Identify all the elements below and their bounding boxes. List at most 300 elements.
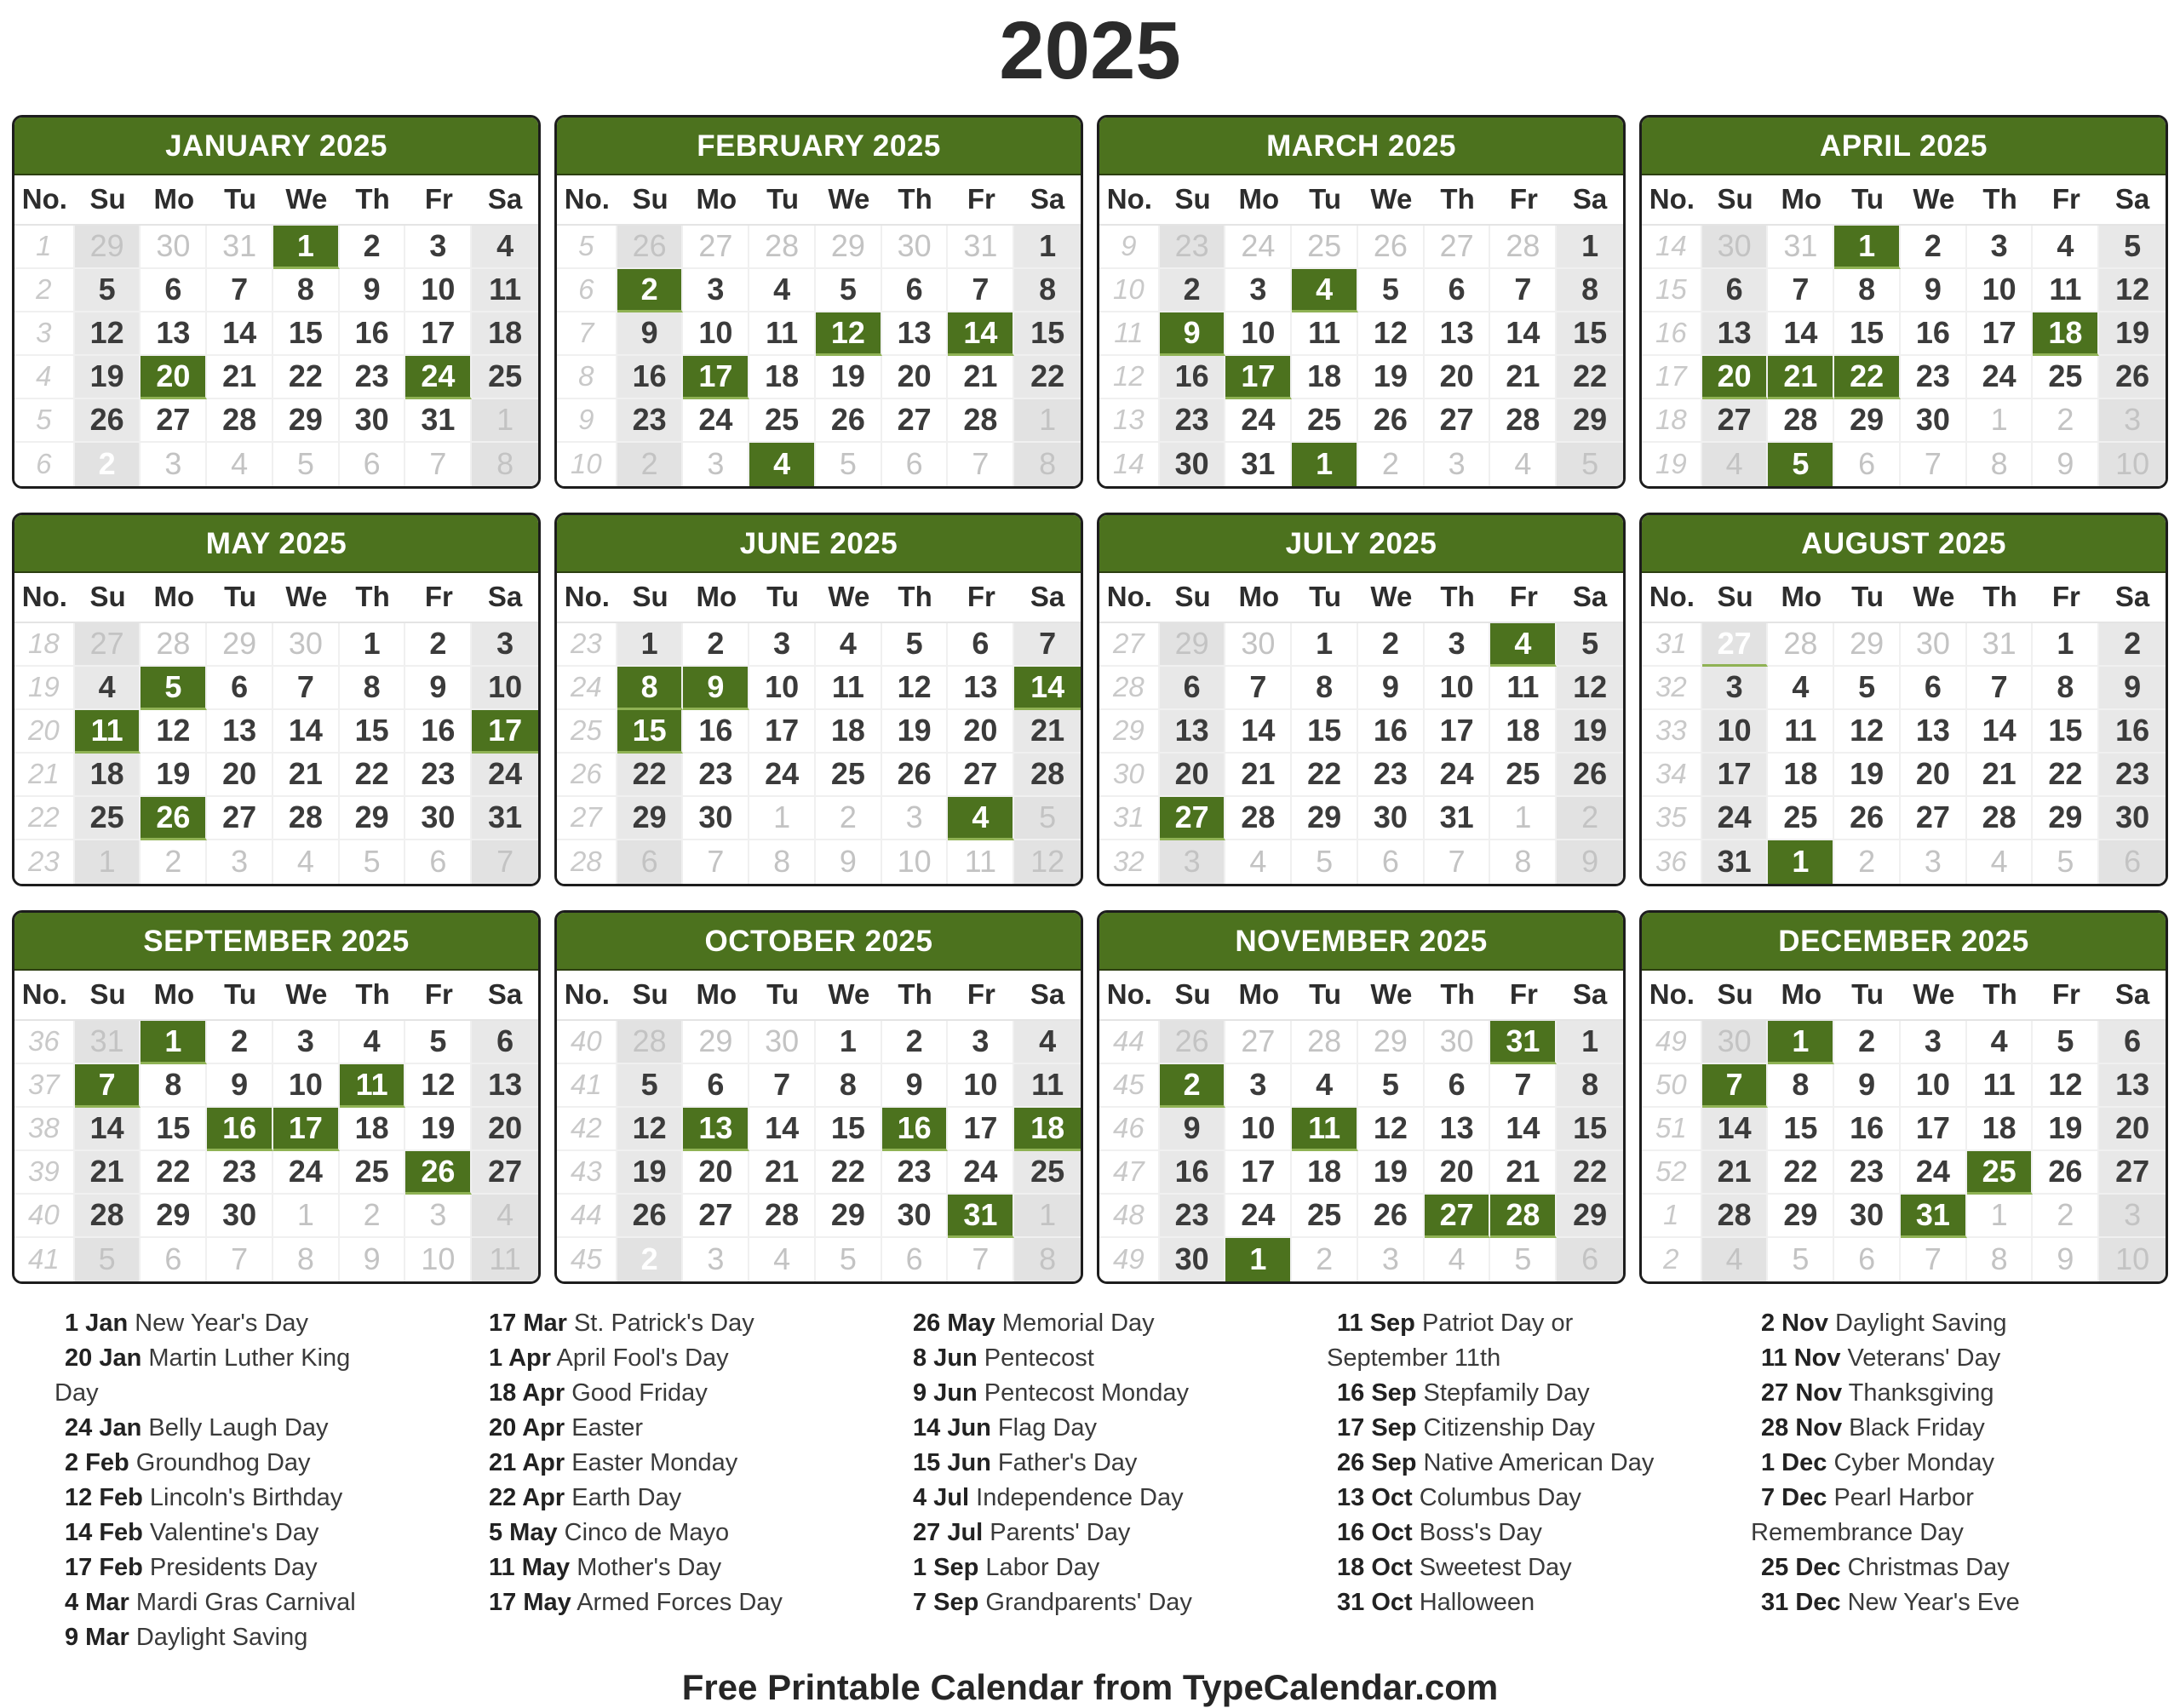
day-header-mo: Mo (683, 971, 749, 1021)
day-cell: 4 (1702, 1238, 1769, 1281)
holiday-date: 13 Oct (1337, 1483, 1413, 1511)
day-cell: 28 (1490, 399, 1557, 443)
day-cell: 19 (75, 356, 141, 399)
week-number: 19 (1642, 443, 1702, 486)
day-header-mo: Mo (1225, 175, 1292, 226)
week-row (1099, 710, 1623, 754)
day-cell: 6 (2099, 840, 2166, 884)
day-cell-holiday: 1 (1225, 1238, 1292, 1281)
holiday-date: 1 Jan (65, 1309, 129, 1337)
day-cell: 7 (472, 840, 538, 884)
holiday-entry: 26 May Memorial Day (913, 1309, 1155, 1337)
holiday-date: 11 May (489, 1553, 571, 1581)
day-cell: 31 (1967, 623, 2034, 667)
day-cell: 23 (2099, 754, 2166, 797)
week-number: 10 (557, 443, 617, 486)
day-cell: 27 (2099, 1151, 2166, 1195)
day-cell: 15 (1834, 312, 1901, 356)
day-cell: 19 (141, 754, 207, 797)
day-cell: 28 (1768, 623, 1834, 667)
day-cell-holiday: 1 (1768, 840, 1834, 884)
holiday-date: 20 Jan (65, 1344, 142, 1372)
week-row (1642, 710, 2166, 754)
day-cell: 5 (1834, 667, 1901, 710)
holiday-date: 11 Sep (1337, 1309, 1415, 1337)
day-cell: 23 (340, 356, 406, 399)
day-cell: 3 (1225, 1064, 1292, 1108)
holiday-entry: 7 Dec Pearl Harbor Remembrance Day (1751, 1483, 1974, 1546)
day-cell: 2 (617, 443, 684, 486)
day-header-tu: Tu (1834, 175, 1901, 226)
day-cell: 28 (207, 399, 273, 443)
day-cell: 8 (749, 840, 816, 884)
week-row (14, 667, 538, 710)
week-number: 9 (1099, 226, 1160, 269)
day-cell: 8 (1014, 443, 1081, 486)
day-cell: 30 (882, 1195, 949, 1238)
week-number: 26 (557, 754, 617, 797)
month-january (12, 115, 541, 489)
day-cell: 26 (1557, 754, 1623, 797)
day-cell: 6 (1702, 269, 1769, 312)
day-header-sa: Sa (1557, 573, 1623, 623)
week-number: 39 (14, 1151, 75, 1195)
day-cell: 16 (617, 356, 684, 399)
day-header-th: Th (340, 573, 406, 623)
day-cell: 28 (75, 1195, 141, 1238)
day-cell: 1 (273, 1195, 340, 1238)
day-cell: 11 (1014, 1064, 1081, 1108)
day-cell: 4 (340, 1021, 406, 1064)
day-cell: 6 (1834, 443, 1901, 486)
day-cell: 9 (340, 1238, 406, 1281)
day-cell: 1 (1490, 797, 1557, 840)
day-cell: 2 (1160, 269, 1226, 312)
day-cell: 6 (340, 443, 406, 486)
week-number: 16 (1642, 312, 1702, 356)
day-cell: 4 (749, 1238, 816, 1281)
day-cell: 12 (1358, 312, 1425, 356)
day-header-fr: Fr (1490, 175, 1557, 226)
week-number: 30 (1099, 754, 1160, 797)
month-title: DECEMBER 2025 (1642, 913, 2166, 971)
day-cell: 26 (1834, 797, 1901, 840)
day-cell: 5 (1014, 797, 1081, 840)
day-header-tu: Tu (749, 971, 816, 1021)
day-cell: 27 (683, 1195, 749, 1238)
month-table (14, 573, 538, 884)
week-row (14, 623, 538, 667)
day-cell: 12 (141, 710, 207, 754)
day-cell: 24 (1225, 226, 1292, 269)
day-cell: 28 (141, 623, 207, 667)
week-row (1642, 840, 2166, 884)
day-cell: 5 (2099, 226, 2166, 269)
holiday-entry: 11 May Mother's Day (489, 1553, 722, 1581)
day-cell: 2 (340, 226, 406, 269)
day-cell: 28 (1768, 399, 1834, 443)
day-cell: 3 (1160, 840, 1226, 884)
day-cell: 1 (749, 797, 816, 840)
week-number: 32 (1642, 667, 1702, 710)
day-cell: 26 (882, 754, 949, 797)
week-number: 40 (14, 1195, 75, 1238)
month-february (554, 115, 1083, 489)
day-cell: 5 (617, 1064, 684, 1108)
day-cell: 25 (1490, 754, 1557, 797)
day-header-th: Th (882, 971, 949, 1021)
day-cell: 1 (617, 623, 684, 667)
day-header-sa: Sa (2099, 971, 2166, 1021)
day-cell: 5 (1557, 443, 1623, 486)
day-cell: 12 (1557, 667, 1623, 710)
day-header-we: We (816, 971, 882, 1021)
day-cell-holiday: 2 (617, 1238, 684, 1281)
day-header-tu: Tu (749, 573, 816, 623)
day-cell: 3 (141, 443, 207, 486)
week-number: 31 (1642, 623, 1702, 667)
week-row (1099, 443, 1623, 486)
day-cell: 1 (1557, 1021, 1623, 1064)
day-cell: 7 (1901, 1238, 1967, 1281)
day-cell: 14 (749, 1108, 816, 1151)
day-cell: 25 (1292, 399, 1358, 443)
day-cell: 11 (1490, 667, 1557, 710)
day-cell-holiday: 27 (1160, 797, 1226, 840)
day-cell-holiday: 1 (1292, 443, 1358, 486)
day-cell: 29 (1557, 399, 1623, 443)
day-cell: 10 (948, 1064, 1014, 1108)
day-cell: 3 (1901, 840, 1967, 884)
week-number: 31 (1099, 797, 1160, 840)
day-cell: 24 (948, 1151, 1014, 1195)
day-cell: 19 (2033, 1108, 2099, 1151)
week-row (1099, 1238, 1623, 1281)
day-cell-holiday: 5 (1768, 443, 1834, 486)
day-cell-holiday: 4 (1490, 623, 1557, 667)
day-cell: 29 (1834, 623, 1901, 667)
holiday-date: 15 Jun (913, 1448, 991, 1476)
week-row (14, 269, 538, 312)
week-row (14, 1195, 538, 1238)
holiday-date: 7 Sep (913, 1588, 979, 1616)
day-header-su: Su (1160, 971, 1226, 1021)
holiday-date: 4 Mar (65, 1588, 129, 1616)
week-row (14, 1151, 538, 1195)
day-cell: 8 (816, 1064, 882, 1108)
day-cell: 29 (1768, 1195, 1834, 1238)
day-cell: 22 (617, 754, 684, 797)
day-header-th: Th (882, 573, 949, 623)
day-header-mo: Mo (683, 175, 749, 226)
day-cell-holiday: 20 (1702, 356, 1769, 399)
day-cell: 2 (1358, 443, 1425, 486)
holiday-entry: 21 Apr Easter Monday (489, 1448, 738, 1476)
day-cell: 28 (749, 226, 816, 269)
day-cell: 20 (207, 754, 273, 797)
day-header-tu: Tu (1292, 971, 1358, 1021)
day-header-mo: Mo (1225, 971, 1292, 1021)
week-number: 33 (1642, 710, 1702, 754)
day-cell: 10 (1901, 1064, 1967, 1108)
week-number: 2 (1642, 1238, 1702, 1281)
day-cell: 26 (2099, 356, 2166, 399)
day-cell: 13 (2099, 1064, 2166, 1108)
day-header-sa: Sa (1557, 175, 1623, 226)
day-cell: 29 (141, 1195, 207, 1238)
day-cell: 16 (1160, 356, 1226, 399)
day-cell: 4 (75, 667, 141, 710)
day-cell: 14 (1768, 312, 1834, 356)
day-cell: 18 (1967, 1108, 2034, 1151)
day-cell-holiday: 31 (1490, 1021, 1557, 1064)
day-header-mo: Mo (1768, 971, 1834, 1021)
day-cell: 19 (882, 710, 949, 754)
day-cell: 17 (1425, 710, 1491, 754)
day-cell: 4 (1702, 443, 1769, 486)
day-cell: 31 (472, 797, 538, 840)
day-header-th: Th (340, 175, 406, 226)
day-cell: 29 (75, 226, 141, 269)
day-cell: 25 (472, 356, 538, 399)
day-cell: 29 (1292, 797, 1358, 840)
day-cell: 13 (1160, 710, 1226, 754)
holiday-date: 31 Dec (1761, 1588, 1841, 1616)
week-number: 49 (1099, 1238, 1160, 1281)
day-cell: 2 (405, 623, 472, 667)
holiday-entry: 4 Jul Independence Day (913, 1483, 1184, 1511)
day-cell: 31 (1225, 443, 1292, 486)
day-cell: 12 (75, 312, 141, 356)
day-cell-holiday: 25 (1967, 1151, 2034, 1195)
day-cell-holiday: 24 (405, 356, 472, 399)
week-row (1099, 1108, 1623, 1151)
day-cell: 26 (75, 399, 141, 443)
day-cell: 8 (1834, 269, 1901, 312)
day-cell: 18 (75, 754, 141, 797)
holiday-date: 16 Oct (1337, 1518, 1413, 1546)
week-row (1099, 623, 1623, 667)
week-number: 11 (1099, 312, 1160, 356)
day-cell: 11 (1292, 312, 1358, 356)
day-cell: 14 (1490, 312, 1557, 356)
holiday-entry: 14 Jun Flag Day (913, 1413, 1097, 1441)
day-header-tu: Tu (207, 573, 273, 623)
day-cell: 23 (405, 754, 472, 797)
holiday-entry: 12 Feb Lincoln's Birthday (65, 1483, 343, 1511)
holiday-entry: 17 Mar St. Patrick's Day (489, 1309, 754, 1337)
week-number-header: No. (1642, 971, 1702, 1021)
day-header-fr: Fr (1490, 971, 1557, 1021)
day-cell: 30 (207, 1195, 273, 1238)
holiday-entry: 2 Nov Daylight Saving (1761, 1309, 2007, 1337)
week-number-header: No. (557, 573, 617, 623)
day-cell-holiday: 17 (1225, 356, 1292, 399)
day-cell: 24 (1425, 754, 1491, 797)
day-cell: 21 (1490, 356, 1557, 399)
week-number: 1 (1642, 1195, 1702, 1238)
day-cell: 21 (1225, 754, 1292, 797)
day-cell: 19 (816, 356, 882, 399)
day-cell: 5 (75, 1238, 141, 1281)
day-cell: 30 (683, 797, 749, 840)
day-cell: 6 (948, 623, 1014, 667)
day-cell: 19 (2099, 312, 2166, 356)
day-header-fr: Fr (1490, 573, 1557, 623)
footer-text: Free Printable Calendar from TypeCalendar.com (681, 1666, 1499, 1707)
week-number: 42 (557, 1108, 617, 1151)
week-row (557, 710, 1081, 754)
day-header-fr: Fr (405, 573, 472, 623)
day-header-tu: Tu (1292, 573, 1358, 623)
day-cell: 6 (141, 269, 207, 312)
day-cell: 25 (749, 399, 816, 443)
day-cell: 13 (1702, 312, 1769, 356)
day-cell: 23 (617, 399, 684, 443)
day-cell: 7 (207, 269, 273, 312)
holiday-entry: 24 Jan Belly Laugh Day (65, 1413, 329, 1441)
day-cell: 4 (1292, 1064, 1358, 1108)
holiday-date: 27 Nov (1761, 1378, 1843, 1407)
day-header-su: Su (1702, 971, 1769, 1021)
week-row (14, 797, 538, 840)
day-cell-holiday: 16 (207, 1108, 273, 1151)
week-number: 29 (1099, 710, 1160, 754)
week-row (1642, 754, 2166, 797)
day-cell: 4 (472, 1195, 538, 1238)
day-cell-holiday: 18 (2033, 312, 2099, 356)
day-header-we: We (1901, 175, 1967, 226)
week-number: 23 (14, 840, 75, 884)
week-row (1099, 226, 1623, 269)
holiday-column (1327, 1306, 1751, 1655)
day-cell: 4 (1967, 1021, 2034, 1064)
day-cell: 19 (1358, 356, 1425, 399)
day-header-tu: Tu (749, 175, 816, 226)
day-header-fr: Fr (405, 971, 472, 1021)
month-table (1642, 175, 2166, 486)
day-cell: 3 (1967, 226, 2034, 269)
day-cell: 1 (1014, 399, 1081, 443)
day-cell: 3 (1702, 667, 1769, 710)
day-cell: 13 (207, 710, 273, 754)
day-cell: 2 (882, 1021, 949, 1064)
holiday-entry: 1 Jan New Year's Day (65, 1309, 309, 1337)
day-cell-holiday: 16 (882, 1108, 949, 1151)
holiday-entry: 1 Apr April Fool's Day (489, 1344, 729, 1372)
day-cell: 3 (882, 797, 949, 840)
day-cell: 24 (1225, 399, 1292, 443)
day-header-sa: Sa (1014, 175, 1081, 226)
day-cell-holiday: 1 (1834, 226, 1901, 269)
day-cell: 26 (2033, 1151, 2099, 1195)
week-row (557, 667, 1081, 710)
holiday-date: 8 Jun (913, 1344, 978, 1372)
day-cell: 9 (816, 840, 882, 884)
week-row (557, 1151, 1081, 1195)
day-cell: 2 (683, 623, 749, 667)
holiday-column (1751, 1306, 2175, 1655)
day-cell: 23 (1358, 754, 1425, 797)
week-row (1642, 269, 2166, 312)
day-cell: 8 (1768, 1064, 1834, 1108)
week-number: 35 (1642, 797, 1702, 840)
day-header-tu: Tu (1834, 971, 1901, 1021)
day-header-fr: Fr (2033, 573, 2099, 623)
day-cell: 7 (207, 1238, 273, 1281)
day-cell: 4 (1768, 667, 1834, 710)
day-cell: 30 (340, 399, 406, 443)
day-cell: 16 (1901, 312, 1967, 356)
day-cell: 15 (1292, 710, 1358, 754)
holiday-date: 5 May (489, 1518, 558, 1546)
week-row (14, 399, 538, 443)
day-header-sa: Sa (472, 573, 538, 623)
day-cell: 3 (2099, 399, 2166, 443)
holiday-date: 18 Apr (489, 1378, 565, 1407)
day-cell: 10 (1225, 312, 1292, 356)
day-cell: 20 (1901, 754, 1967, 797)
day-cell: 5 (405, 1021, 472, 1064)
week-row (1099, 1064, 1623, 1108)
day-cell: 11 (2033, 269, 2099, 312)
day-cell: 27 (207, 797, 273, 840)
day-cell: 12 (1358, 1108, 1425, 1151)
holiday-entry: 31 Oct Halloween (1337, 1588, 1535, 1616)
day-cell: 15 (1768, 1108, 1834, 1151)
day-cell: 31 (1768, 226, 1834, 269)
day-header-su: Su (617, 175, 684, 226)
day-cell: 30 (1160, 443, 1226, 486)
day-cell: 3 (1225, 269, 1292, 312)
holiday-entry: 20 Apr Easter (489, 1413, 644, 1441)
day-header-su: Su (1160, 573, 1226, 623)
month-table (1099, 971, 1623, 1281)
day-cell: 21 (948, 356, 1014, 399)
day-cell-holiday: 17 (273, 1108, 340, 1151)
day-header-we: We (816, 573, 882, 623)
week-number: 48 (1099, 1195, 1160, 1238)
day-header-th: Th (1967, 175, 2034, 226)
day-cell: 7 (1901, 443, 1967, 486)
day-cell: 6 (1425, 1064, 1491, 1108)
day-cell: 13 (1901, 710, 1967, 754)
day-cell: 3 (207, 840, 273, 884)
week-number: 28 (1099, 667, 1160, 710)
day-cell: 12 (617, 1108, 684, 1151)
month-table (1642, 573, 2166, 884)
month-title: JUNE 2025 (557, 515, 1081, 573)
holiday-column (479, 1306, 903, 1655)
holiday-date: 16 Sep (1337, 1378, 1417, 1407)
month-june (554, 513, 1083, 886)
day-cell: 3 (1425, 443, 1491, 486)
day-header-th: Th (1967, 573, 2034, 623)
day-cell: 31 (75, 1021, 141, 1064)
calendar-year-grid (0, 115, 2180, 1284)
day-cell: 18 (1768, 754, 1834, 797)
week-number: 24 (557, 667, 617, 710)
week-row (1099, 797, 1623, 840)
day-cell: 14 (207, 312, 273, 356)
day-cell: 7 (273, 667, 340, 710)
day-cell: 8 (1292, 667, 1358, 710)
day-cell: 9 (617, 312, 684, 356)
week-number-header: No. (1642, 175, 1702, 226)
day-cell: 29 (1834, 399, 1901, 443)
holiday-entry: 26 Sep Native American Day (1337, 1448, 1655, 1476)
day-cell: 21 (1014, 710, 1081, 754)
